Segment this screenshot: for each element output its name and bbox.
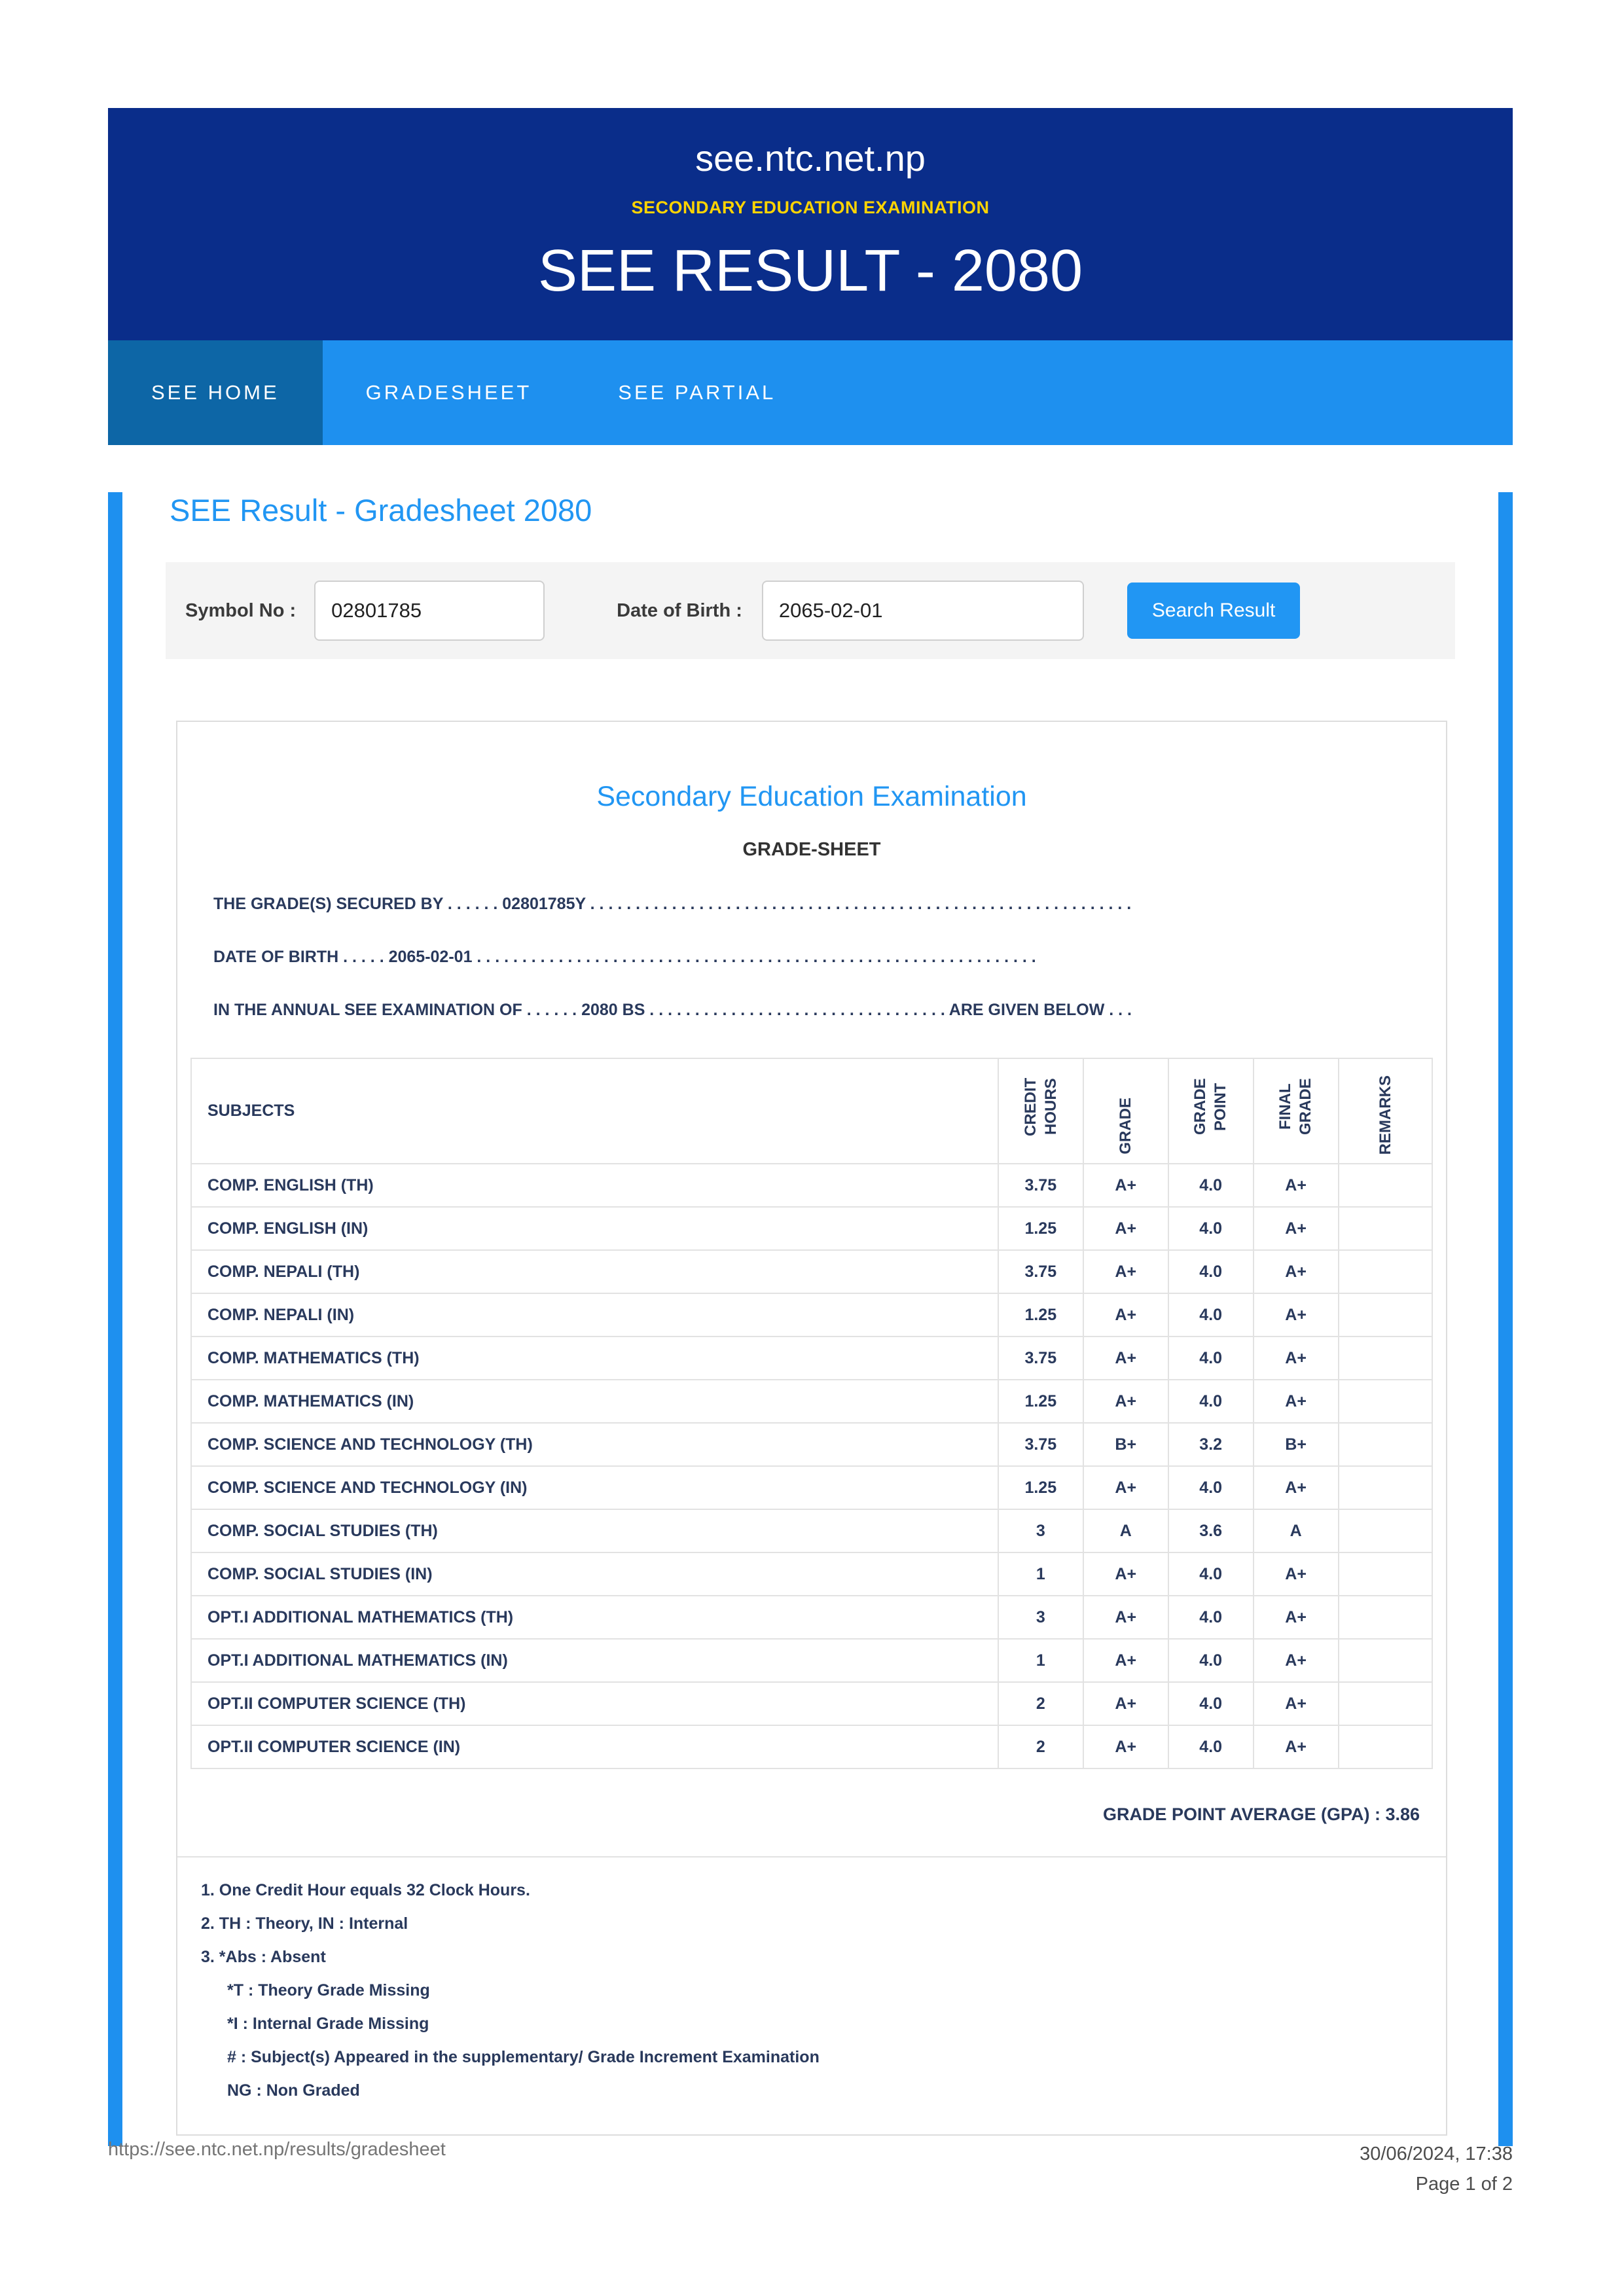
remarks-cell	[1339, 1207, 1432, 1250]
search-result-button[interactable]: Search Result	[1127, 583, 1300, 639]
final-grade-cell: A	[1254, 1509, 1339, 1552]
grade-point-cell: 4.0	[1168, 1725, 1254, 1768]
site-title: see.ntc.net.np	[695, 137, 926, 179]
header-remarks-text: REMARKS	[1376, 1075, 1394, 1155]
grade-cell: A+	[1083, 1552, 1168, 1596]
note-item: NG : Non Graded	[227, 2081, 360, 2100]
search-form	[166, 562, 1455, 659]
grade-cell: B+	[1083, 1423, 1168, 1466]
remarks-cell	[1339, 1423, 1432, 1466]
remarks-cell	[1339, 1250, 1432, 1293]
remarks-cell	[1339, 1639, 1432, 1682]
credit-hours-cell: 1.25	[998, 1466, 1083, 1509]
table-row	[191, 1293, 1432, 1336]
remarks-cell	[1339, 1293, 1432, 1336]
gradesheet-subheading: GRADE-SHEET	[742, 839, 881, 860]
gradesheet-heading: Secondary Education Examination	[596, 781, 1027, 812]
table-row	[191, 1552, 1432, 1596]
grade-point-cell: 4.0	[1168, 1293, 1254, 1336]
content-area	[108, 492, 1513, 2146]
footer-meta	[1360, 2139, 1513, 2200]
grade-point-cell: 4.0	[1168, 1552, 1254, 1596]
grade-point-cell: 3.2	[1168, 1423, 1254, 1466]
final-grade-cell: A+	[1254, 1207, 1339, 1250]
final-grade-cell: A+	[1254, 1639, 1339, 1682]
final-grade-cell: A+	[1254, 1293, 1339, 1336]
subject-cell: COMP. NEPALI (IN)	[191, 1293, 998, 1336]
table-row	[191, 1596, 1432, 1639]
credit-hours-cell: 1.25	[998, 1207, 1083, 1250]
header-grade-text: GRADE	[1117, 1098, 1135, 1155]
grade-cell: A+	[1083, 1639, 1168, 1682]
subject-cell: COMP. MATHEMATICS (IN)	[191, 1380, 998, 1423]
subject-cell: COMP. SOCIAL STUDIES (TH)	[191, 1509, 998, 1552]
secured-by-line: THE GRADE(S) SECURED BY . . . . . . 02801785Y . . . . . . . . . . . . . . . . . . . . . . . . . . . . . . . . . . . . . . . . . . . . . . . . . . . . . . . . . . . .	[213, 895, 1132, 913]
final-grade-cell: A+	[1254, 1336, 1339, 1380]
grade-point-cell: 4.0	[1168, 1380, 1254, 1423]
date-of-birth-input[interactable]	[762, 581, 1084, 641]
site-header	[108, 108, 1513, 340]
header-final-grade-text: FINAL GRADE	[1276, 1078, 1315, 1136]
table-row	[191, 1725, 1432, 1768]
credit-hours-cell: 3	[998, 1509, 1083, 1552]
grade-cell: A+	[1083, 1466, 1168, 1509]
remarks-cell	[1339, 1336, 1432, 1380]
browser-page	[108, 108, 1513, 2146]
table-row	[191, 1164, 1432, 1207]
remarks-cell	[1339, 1596, 1432, 1639]
header-credit-hours	[998, 1058, 1083, 1164]
date-of-birth-line: DATE OF BIRTH . . . . . 2065-02-01 . . . . . . . . . . . . . . . . . . . . . . . . . . . . . . . . . . . . . . . . . . . . . . . . . . . . . . . . . . . . . .	[213, 948, 1036, 966]
remarks-cell	[1339, 1725, 1432, 1768]
credit-hours-cell: 3	[998, 1596, 1083, 1639]
header-grade-point-text: GRADE POINT	[1191, 1078, 1230, 1136]
subject-cell: OPT.II COMPUTER SCIENCE (TH)	[191, 1682, 998, 1725]
final-grade-cell: A+	[1254, 1596, 1339, 1639]
header-credit-hours-text: CREDIT HOURS	[1021, 1077, 1060, 1136]
grade-table	[190, 1058, 1433, 1769]
credit-hours-cell: 3.75	[998, 1164, 1083, 1207]
final-grade-cell: A+	[1254, 1725, 1339, 1768]
note-item: # : Subject(s) Appeared in the supplementary/ Grade Increment Examination	[227, 2048, 820, 2066]
grade-table-header	[191, 1058, 1432, 1164]
grade-point-cell: 4.0	[1168, 1596, 1254, 1639]
header-grade-point	[1168, 1058, 1254, 1164]
credit-hours-cell: 3.75	[998, 1250, 1083, 1293]
footer-url: https://see.ntc.net.np/results/gradesheet	[108, 2139, 446, 2160]
table-row	[191, 1509, 1432, 1552]
grade-point-cell: 4.0	[1168, 1250, 1254, 1293]
grade-point-cell: 4.0	[1168, 1682, 1254, 1725]
credit-hours-cell: 1.25	[998, 1380, 1083, 1423]
subject-cell: COMP. ENGLISH (TH)	[191, 1164, 998, 1207]
credit-hours-cell: 2	[998, 1725, 1083, 1768]
final-grade-cell: A+	[1254, 1164, 1339, 1207]
remarks-cell	[1339, 1380, 1432, 1423]
grade-cell: A+	[1083, 1293, 1168, 1336]
header-grade	[1083, 1058, 1168, 1164]
note-item: *T : Theory Grade Missing	[227, 1981, 430, 2000]
footer-datetime: 30/06/2024, 17:38	[1360, 2144, 1513, 2164]
credit-hours-cell: 1	[998, 1552, 1083, 1596]
subject-cell: COMP. SCIENCE AND TECHNOLOGY (TH)	[191, 1423, 998, 1466]
grade-point-cell: 4.0	[1168, 1207, 1254, 1250]
final-grade-cell: A+	[1254, 1682, 1339, 1725]
table-row	[191, 1250, 1432, 1293]
remarks-cell	[1339, 1682, 1432, 1725]
table-row	[191, 1380, 1432, 1423]
gpa-total: GRADE POINT AVERAGE (GPA) : 3.86	[177, 1769, 1446, 1857]
nav-item-see-partial[interactable]: SEE PARTIAL	[618, 381, 776, 404]
date-of-birth-label: Date of Birth :	[617, 600, 742, 621]
table-row	[191, 1423, 1432, 1466]
table-row	[191, 1466, 1432, 1509]
grade-cell: A+	[1083, 1380, 1168, 1423]
credit-hours-cell: 1.25	[998, 1293, 1083, 1336]
final-grade-cell: A+	[1254, 1552, 1339, 1596]
credit-hours-cell: 1	[998, 1639, 1083, 1682]
header-final-grade	[1254, 1058, 1339, 1164]
grade-point-cell: 4.0	[1168, 1639, 1254, 1682]
page-title: SEE Result - Gradesheet 2080	[170, 493, 592, 528]
grade-point-cell: 4.0	[1168, 1336, 1254, 1380]
final-grade-cell: A+	[1254, 1380, 1339, 1423]
gradesheet-card	[176, 721, 1447, 2136]
subject-cell: OPT.II COMPUTER SCIENCE (IN)	[191, 1725, 998, 1768]
footer-page-number: Page 1 of 2	[1415, 2174, 1513, 2195]
print-footer	[108, 2139, 1513, 2200]
site-subtitle: SECONDARY EDUCATION EXAMINATION	[631, 198, 990, 217]
examination-year-line: IN THE ANNUAL SEE EXAMINATION OF . . . . . . 2080 BS . . . . . . . . . . . . . . . . . . . . . . . . . . . . . . . . . ARE GIVEN BELOW . . .	[213, 1001, 1132, 1019]
subject-cell: COMP. SOCIAL STUDIES (IN)	[191, 1552, 998, 1596]
grade-table-body	[191, 1164, 1432, 1768]
grade-point-cell: 4.0	[1168, 1466, 1254, 1509]
grade-cell: A+	[1083, 1164, 1168, 1207]
nav-item-gradesheet[interactable]: GRADESHEET	[365, 381, 532, 404]
remarks-cell	[1339, 1509, 1432, 1552]
final-grade-cell: B+	[1254, 1423, 1339, 1466]
subject-cell: COMP. MATHEMATICS (TH)	[191, 1336, 998, 1380]
grade-cell: A+	[1083, 1250, 1168, 1293]
final-grade-cell: A+	[1254, 1466, 1339, 1509]
grade-cell: A+	[1083, 1207, 1168, 1250]
remarks-cell	[1339, 1164, 1432, 1207]
note-item: 2. TH : Theory, IN : Internal	[201, 1914, 408, 1933]
table-row	[191, 1207, 1432, 1250]
grade-cell: A+	[1083, 1596, 1168, 1639]
remarks-cell	[1339, 1466, 1432, 1509]
subject-cell: COMP. NEPALI (TH)	[191, 1250, 998, 1293]
grade-cell: A+	[1083, 1682, 1168, 1725]
grade-cell: A+	[1083, 1725, 1168, 1768]
grade-cell: A+	[1083, 1336, 1168, 1380]
header-remarks	[1339, 1058, 1432, 1164]
subject-cell: COMP. SCIENCE AND TECHNOLOGY (IN)	[191, 1466, 998, 1509]
subject-cell: OPT.I ADDITIONAL MATHEMATICS (IN)	[191, 1639, 998, 1682]
note-item: *I : Internal Grade Missing	[227, 2015, 429, 2033]
final-grade-cell: A+	[1254, 1250, 1339, 1293]
table-row	[191, 1682, 1432, 1725]
note-item: 3. *Abs : Absent	[201, 1948, 326, 1966]
grade-cell: A	[1083, 1509, 1168, 1552]
notes	[190, 1857, 1433, 2134]
table-row	[191, 1639, 1432, 1682]
credit-hours-cell: 3.75	[998, 1336, 1083, 1380]
table-row	[191, 1336, 1432, 1380]
symbol-no-input[interactable]	[314, 581, 545, 641]
page-banner-title: SEE RESULT - 2080	[537, 238, 1083, 304]
note-item: 1. One Credit Hour equals 32 Clock Hours.	[201, 1881, 530, 1899]
credit-hours-cell: 3.75	[998, 1423, 1083, 1466]
subject-cell: OPT.I ADDITIONAL MATHEMATICS (TH)	[191, 1596, 998, 1639]
main-nav	[108, 340, 1513, 445]
credit-hours-cell: 2	[998, 1682, 1083, 1725]
nav-item-see-home[interactable]: SEE HOME	[108, 340, 323, 445]
remarks-cell	[1339, 1552, 1432, 1596]
symbol-no-label: Symbol No :	[185, 600, 297, 621]
subject-cell: COMP. ENGLISH (IN)	[191, 1207, 998, 1250]
grade-point-cell: 3.6	[1168, 1509, 1254, 1552]
grade-point-cell: 4.0	[1168, 1164, 1254, 1207]
header-subjects: SUBJECTS	[191, 1058, 998, 1164]
